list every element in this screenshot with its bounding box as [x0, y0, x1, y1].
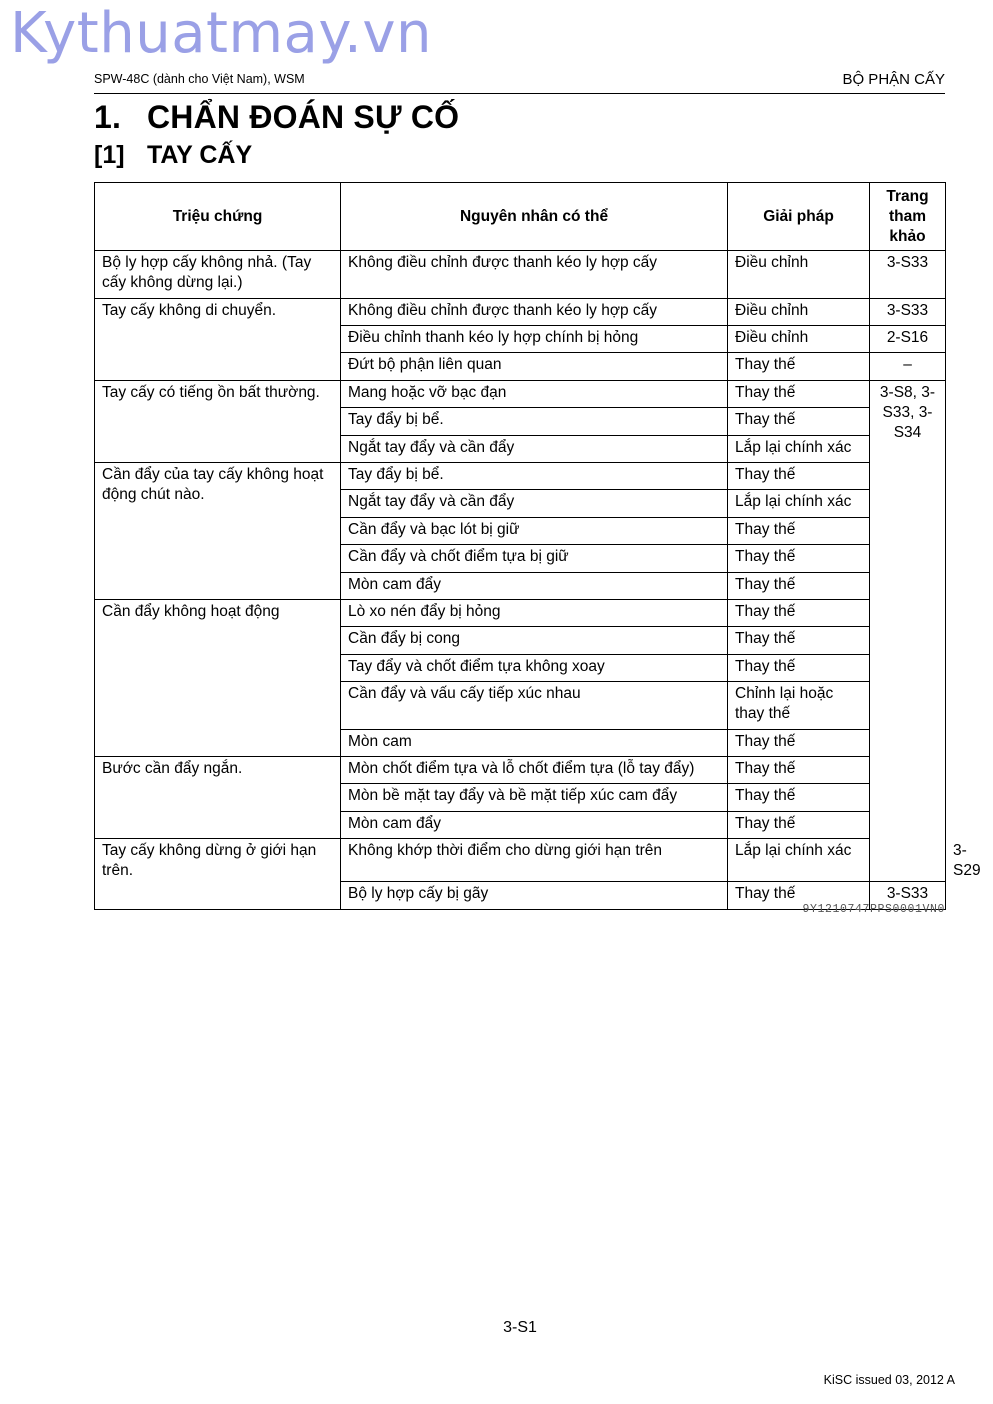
subsection-number: [1]	[94, 141, 125, 169]
remedy-cell: Thay thế	[728, 757, 870, 784]
remedy-cell: Thay thế	[728, 627, 870, 654]
remedy-cell: Thay thế	[728, 599, 870, 626]
cause-cell: Không điều chỉnh được thanh kéo ly hợp cấy	[341, 298, 728, 325]
section-heading	[94, 99, 459, 136]
reference-cell-merged: 3-S8, 3-S33, 3-S34	[870, 380, 946, 881]
page-number: 3-S1	[503, 1319, 537, 1336]
cause-cell: Đứt bộ phận liên quan	[341, 353, 728, 380]
section-number: 1.	[94, 99, 122, 135]
cause-cell: Ngắt tay đẩy và cần đẩy	[341, 435, 728, 462]
remedy-cell: Thay thế	[728, 408, 870, 435]
remedy-cell: Thay thế	[728, 380, 870, 407]
table-row	[95, 251, 946, 299]
table-row	[95, 757, 946, 784]
header-rule	[94, 93, 945, 94]
remedy-cell: Điều chỉnh	[728, 298, 870, 325]
cause-cell: Điều chỉnh thanh kéo ly hợp chính bị hỏng	[341, 325, 728, 352]
reference-cell: 3-S33	[870, 298, 946, 325]
issued-note: KiSC issued 03, 2012 A	[823, 1373, 955, 1387]
cause-cell: Bộ ly hợp cấy bị gãy	[341, 882, 728, 909]
header-model: SPW-48C (dành cho Việt Nam), WSM	[94, 72, 305, 86]
cause-cell: Tay đẩy bị bể.	[341, 462, 728, 489]
remedy-cell: Thay thế	[728, 811, 870, 838]
table-row: Tay cấy không dừng ở giới hạn trên. Không khớp thời điểm cho dừng giới hạn trên Lắp lại chính xác 3-S29	[95, 839, 946, 882]
remedy-cell: Thay thế	[728, 654, 870, 681]
cause-cell: Không khớp thời điểm cho dừng giới hạn trên	[341, 839, 728, 882]
subsection-heading	[94, 141, 252, 170]
table-row	[95, 462, 946, 489]
remedy-cell: Thay thế	[728, 784, 870, 811]
symptom-cell: Cần đẩy không hoạt động	[95, 599, 341, 756]
symptom-cell: Cần đẩy của tay cấy không hoạt động chút nào.	[95, 462, 341, 599]
table-row	[95, 380, 946, 407]
symptom-cell: Tay cấy không di chuyển.	[95, 298, 341, 380]
cause-cell: Không điều chỉnh được thanh kéo ly hợp cấy	[341, 251, 728, 299]
reference-cell: 3-S33	[870, 882, 946, 909]
cause-cell: Tay đẩy và chốt điểm tựa không xoay	[341, 654, 728, 681]
cause-cell: Cần đẩy và bạc lót bị giữ	[341, 517, 728, 544]
remedy-cell: Điều chỉnh	[728, 251, 870, 299]
reference-cell: –	[870, 353, 946, 380]
remedy-cell: Thay thế	[728, 729, 870, 756]
remedy-cell: Chỉnh lại hoặc thay thế	[728, 682, 870, 730]
symptom-cell: Bước cần đẩy ngắn.	[95, 757, 341, 839]
remedy-cell: Thay thế	[728, 545, 870, 572]
table-row	[95, 599, 946, 626]
remedy-cell: Lắp lại chính xác	[728, 839, 870, 882]
table-header-row	[95, 183, 946, 251]
remedy-cell: Thay thế	[728, 572, 870, 599]
cause-cell: Ngắt tay đẩy và cần đẩy	[341, 490, 728, 517]
remedy-cell: Thay thế	[728, 462, 870, 489]
header-section: BỘ PHẬN CẤY	[842, 71, 945, 88]
cause-cell: Tay đẩy bị bể.	[341, 408, 728, 435]
cause-cell: Cần đẩy và vấu cấy tiếp xúc nhau	[341, 682, 728, 730]
remedy-cell: Thay thế	[728, 353, 870, 380]
symptom-cell: Tay cấy có tiếng ồn bất thường.	[95, 380, 341, 462]
cause-cell: Mòn cam đẩy	[341, 572, 728, 599]
cause-cell: Cần đẩy và chốt điểm tựa bị giữ	[341, 545, 728, 572]
section-title: CHẨN ĐOÁN SỰ CỐ	[147, 99, 460, 135]
remedy-cell: Lắp lại chính xác	[728, 435, 870, 462]
cause-cell: Lò xo nén đẩy bị hỏng	[341, 599, 728, 626]
cause-cell: Mòn cam đẩy	[341, 811, 728, 838]
symptom-cell: Bộ ly hợp cấy không nhả. (Tay cấy không dừng lại.)	[95, 251, 341, 299]
header-reference: Trang tham khảo	[870, 183, 946, 251]
watermark-logo: Kythuatmay.vn	[10, 1, 432, 66]
reference-cell: 2-S16	[870, 325, 946, 352]
remedy-cell: Thay thế	[728, 882, 870, 909]
reference-cell: 3-S33	[870, 251, 946, 299]
subsection-title: TAY CẤY	[147, 141, 253, 169]
remedy-cell: Thay thế	[728, 517, 870, 544]
cause-cell: Cần đẩy bị cong	[341, 627, 728, 654]
remedy-cell: Điều chỉnh	[728, 325, 870, 352]
remedy-cell: Lắp lại chính xác	[728, 490, 870, 517]
cause-cell: Mòn bề mặt tay đẩy và bề mặt tiếp xúc cam đẩy	[341, 784, 728, 811]
header-cause: Nguyên nhân có thể	[341, 183, 728, 251]
cause-cell: Mòn chốt điểm tựa và lỗ chốt điểm tựa (lỗ tay đẩy)	[341, 757, 728, 784]
cause-cell: Mang hoặc vỡ bạc đạn	[341, 380, 728, 407]
header-remedy: Giải pháp	[728, 183, 870, 251]
cause-cell: Mòn cam	[341, 729, 728, 756]
table-row	[95, 298, 946, 325]
document-code: 9Y1210747PPS0001VN0	[802, 903, 945, 916]
symptom-cell: Tay cấy không dừng ở giới hạn trên.	[95, 839, 341, 909]
header-symptom: Triệu chứng	[95, 183, 341, 251]
troubleshooting-table	[94, 182, 981, 910]
